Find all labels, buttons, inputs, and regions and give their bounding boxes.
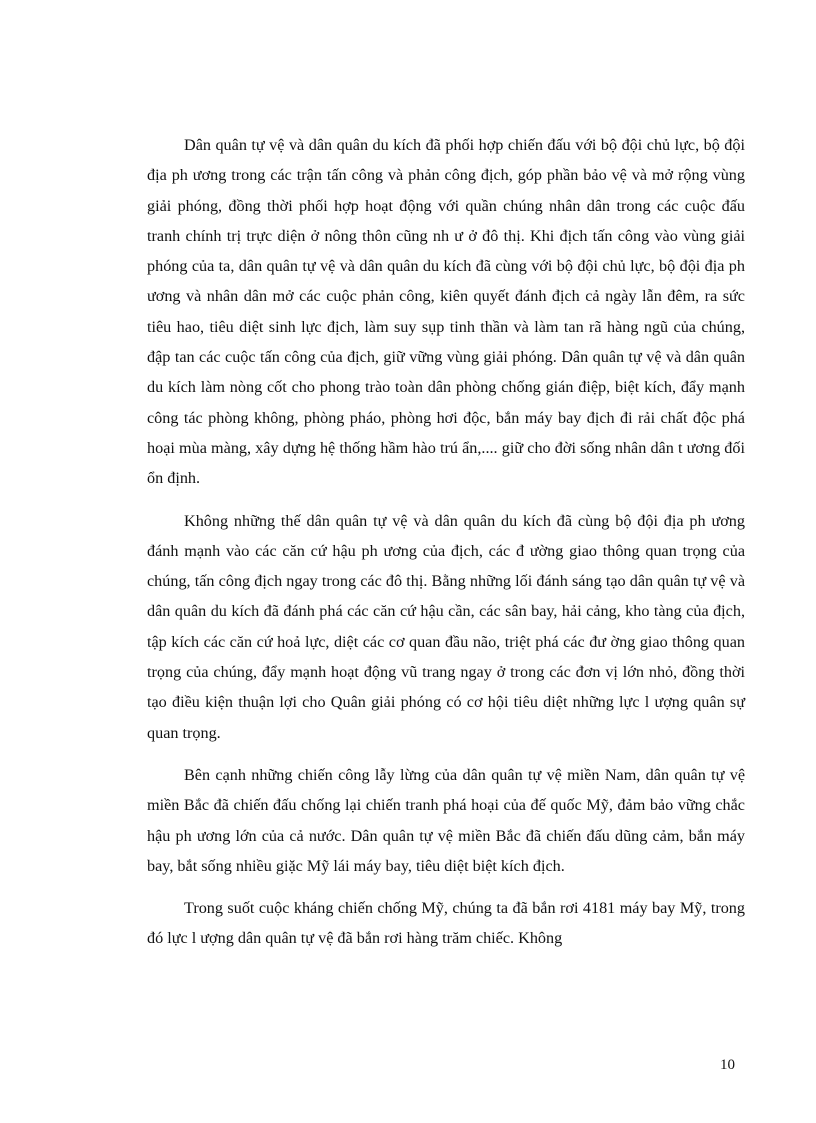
paragraph-4: Trong suốt cuộc kháng chiến chống Mỹ, chúng ta đã bắn rơi 4181 máy bay Mỹ, trong đó lực l ượng dân quân tự vệ đã bắn rơi hàng trăm chiếc. Không [147, 899, 745, 948]
page-number: 10 [720, 1057, 735, 1073]
paragraph-2: Không những thế dân quân tự vệ và dân quân du kích đã cùng bộ đội địa ph ương đánh mạnh vào các căn cứ hậu ph ương của địch, các đ ường giao thông quan trọng của chúng, tấn công địch ngay trong các đô thị. Bằng những lối đánh sáng tạo dân quân tự vệ và dân quân du kích đã đánh phá các căn cứ hậu cần, các sân bay, hải cảng, kho tàng của địch, tập kích các căn cứ hoả lực, diệt các cơ quan đầu não, triệt phá các đư ờng giao thông quan trọng của chúng, đẩy mạnh hoạt động vũ trang ngay ở trong các đơn vị lớn nhỏ, đồng thời tạo điều kiện thuận lợi cho Quân giải phóng có cơ hội tiêu diệt những lực l ượng quân sự quan trọng. [147, 511, 745, 742]
paragraph-1: Dân quân tự vệ và dân quân du kích đã phối hợp chiến đấu với bộ đội chủ lực, bộ đội địa ph ương trong các trận tấn công và phản công địch, góp phần bảo vệ và mở rộng vùng giải phóng, đồng thời phối hợp hoạt động với quần chúng nhân dân trong các cuộc đấu tranh chính trị trực diện ở nông thôn cũng nh ư ở đô thị. Khi địch tấn công vào vùng giải phóng của ta, dân quân tự vệ và dân quân du kích đã cùng với bộ đội chủ lực, bộ đội địa ph ương và nhân dân mở các cuộc phản công, kiên quyết đánh địch cả ngày lẫn đêm, ra sức tiêu hao, tiêu diệt sinh lực địch, làm suy sụp tinh thần và làm tan rã hàng ngũ của chúng, đập tan các cuộc tấn công của địch, giữ vững vùng giải phóng. Dân quân tự vệ và dân quân du kích làm nòng cốt cho phong trào toàn dân phòng chống gián điệp, biệt kích, đẩy mạnh công tác phòng không, phòng pháo, phòng hơi độc, bắn máy bay địch đi rải chất độc phá hoại mùa màng, xây dựng hệ thống hầm hào trú ẩn,.... giữ cho đời sống nhân dân t ương đối ổn định. [147, 136, 745, 488]
body-text [147, 130, 745, 954]
paragraph-3: Bên cạnh những chiến công lẫy lừng của dân quân tự vệ miền Nam, dân quân tự vệ miền Bắc đã chiến đấu chống lại chiến tranh phá hoại của đế quốc Mỹ, đảm bảo vững chắc hậu ph ương lớn của cả nước. Dân quân tự vệ miền Bắc đã chiến đấu dũng cảm, bắn máy bay, bắt sống nhiều giặc Mỹ lái máy bay, tiêu diệt biệt kích địch. [147, 765, 745, 875]
